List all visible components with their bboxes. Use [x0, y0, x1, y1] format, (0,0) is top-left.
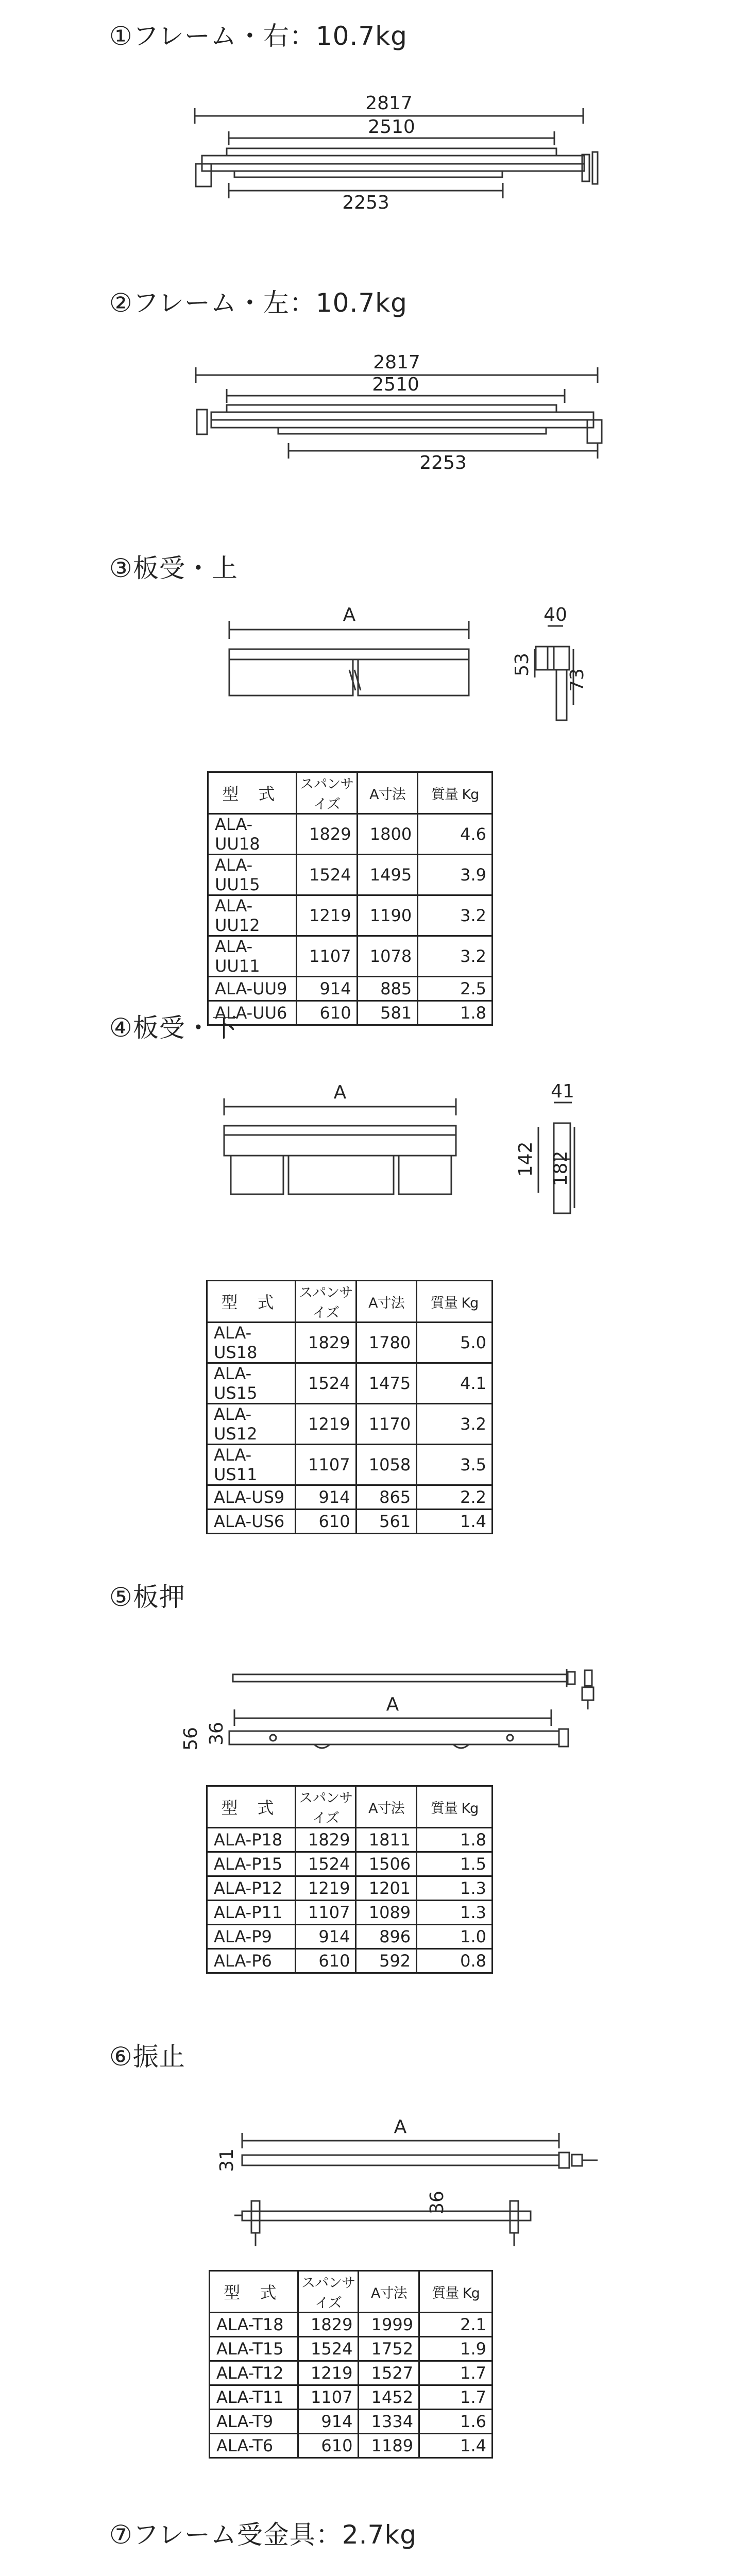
col-model: 型 式 — [207, 1281, 296, 1323]
col-model: 型 式 — [208, 772, 297, 814]
cell-a: 561 — [356, 1510, 417, 1534]
table-row — [207, 1925, 493, 1949]
table-row — [210, 2385, 493, 2410]
cell-span: 1829 — [298, 2313, 359, 2337]
cell-a: 1190 — [357, 895, 418, 936]
cell-span: 1219 — [295, 1404, 356, 1445]
cell-model: ALA-US15 — [207, 1363, 296, 1404]
cell-span: 1829 — [295, 1828, 356, 1852]
press-drawing — [229, 1669, 593, 1748]
cell-model: ALA-UU6 — [208, 1001, 297, 1025]
cell-weight: 2.1 — [419, 2313, 493, 2337]
table-row — [207, 1510, 493, 1534]
cell-a: 865 — [356, 1485, 417, 1510]
cell-weight: 1.3 — [417, 1901, 493, 1925]
cell-span: 610 — [295, 1510, 356, 1534]
cell-span: 1524 — [296, 855, 357, 895]
dim-frame-left-total: 2817 — [373, 352, 420, 373]
dim-frame-left-bottom: 2253 — [419, 452, 467, 473]
cell-model: ALA-UU18 — [208, 814, 297, 855]
cell-model: ALA-T9 — [210, 2410, 298, 2434]
table-row — [210, 2410, 493, 2434]
dim-frame-right-bottom: 2253 — [342, 192, 389, 213]
table-row — [207, 1445, 493, 1485]
heading-board-lower: ④板受・下 — [109, 1013, 238, 1043]
table-row — [208, 1001, 493, 1025]
col-a: A寸法 — [359, 2271, 419, 2313]
cell-a: 1170 — [356, 1404, 417, 1445]
col-weight: 質量 Kg — [417, 1281, 493, 1323]
col-a: A寸法 — [357, 772, 418, 814]
cell-span: 1524 — [298, 2337, 359, 2361]
col-span: スパンサイズ — [295, 1786, 356, 1828]
dim-brace-h2: 36 — [427, 2191, 448, 2214]
table-row — [210, 2434, 493, 2458]
cell-weight: 3.2 — [417, 1404, 493, 1445]
table-row — [207, 1852, 493, 1876]
cell-span: 1219 — [298, 2361, 359, 2385]
cell-model: ALA-P15 — [207, 1852, 296, 1876]
cell-a: 1189 — [359, 2434, 419, 2458]
cell-weight: 1.4 — [419, 2434, 493, 2458]
cell-model: ALA-US6 — [207, 1510, 296, 1534]
cell-weight: 5.0 — [417, 1323, 493, 1363]
cell-a: 1078 — [357, 936, 418, 977]
spec-table-us — [206, 1280, 493, 1534]
table-row — [210, 2361, 493, 2385]
cell-a: 1058 — [356, 1445, 417, 1485]
cell-weight: 3.9 — [418, 855, 493, 895]
cell-weight: 4.6 — [418, 814, 493, 855]
cell-weight: 1.3 — [417, 1876, 493, 1901]
spec-table-uu — [207, 771, 493, 1026]
col-model: 型 式 — [210, 2271, 298, 2313]
cell-a: 896 — [356, 1925, 417, 1949]
cell-span: 1524 — [295, 1852, 356, 1876]
cell-model: ALA-US11 — [207, 1445, 296, 1485]
dim-board-upper-h1: 53 — [512, 653, 533, 676]
spec-table-t — [209, 2270, 493, 2459]
cell-a: 1752 — [359, 2337, 419, 2361]
cell-span: 610 — [296, 1001, 357, 1025]
cell-a: 1527 — [359, 2361, 419, 2385]
cell-weight: 0.8 — [417, 1949, 493, 1973]
cell-weight: 1.0 — [417, 1925, 493, 1949]
cell-a: 1452 — [359, 2385, 419, 2410]
table-row — [208, 855, 493, 895]
cell-model: ALA-T15 — [210, 2337, 298, 2361]
col-weight: 質量 Kg — [417, 1786, 493, 1828]
table-row — [208, 977, 493, 1001]
cell-a: 885 — [357, 977, 418, 1001]
cell-model: ALA-T11 — [210, 2385, 298, 2410]
cell-a: 1506 — [356, 1852, 417, 1876]
cell-a: 1999 — [359, 2313, 419, 2337]
cell-a: 1334 — [359, 2410, 419, 2434]
cell-model: ALA-T12 — [210, 2361, 298, 2385]
cell-span: 914 — [295, 1925, 356, 1949]
cell-a: 1811 — [356, 1828, 417, 1852]
cell-span: 610 — [298, 2434, 359, 2458]
cell-model: ALA-P18 — [207, 1828, 296, 1852]
table-row — [207, 1949, 493, 1973]
cell-span: 1107 — [295, 1445, 356, 1485]
cell-weight: 2.2 — [417, 1485, 493, 1510]
table-row — [208, 895, 493, 936]
cell-weight: 4.1 — [417, 1363, 493, 1404]
table-row — [207, 1404, 493, 1445]
cell-span: 1219 — [295, 1876, 356, 1901]
dim-press-h1: 36 — [206, 1722, 227, 1745]
col-a: A寸法 — [356, 1786, 417, 1828]
cell-a: 1201 — [356, 1876, 417, 1901]
table-row — [208, 936, 493, 977]
dim-board-upper-w: 40 — [544, 604, 567, 625]
cell-model: ALA-US18 — [207, 1323, 296, 1363]
cell-span: 610 — [295, 1949, 356, 1973]
cell-model: ALA-US9 — [207, 1485, 296, 1510]
col-weight: 質量 Kg — [418, 772, 493, 814]
heading-board-upper: ③板受・上 — [109, 553, 238, 583]
dim-frame-left-span: 2510 — [372, 374, 419, 395]
table-row — [207, 1323, 493, 1363]
heading-frame-left: ②フレーム・左：10.7kg — [109, 288, 408, 318]
table-row — [210, 2337, 493, 2361]
cell-a: 581 — [357, 1001, 418, 1025]
dim-press-h2: 56 — [180, 1727, 201, 1751]
dim-frame-right-total: 2817 — [365, 93, 413, 114]
heading-brace: ⑥振止 — [109, 2042, 185, 2072]
table-row — [207, 1363, 493, 1404]
table-row — [207, 1485, 493, 1510]
cell-weight: 1.9 — [419, 2337, 493, 2361]
dim-frame-right-span: 2510 — [368, 116, 415, 138]
cell-span: 914 — [296, 977, 357, 1001]
cell-span: 1829 — [295, 1323, 356, 1363]
brace-drawing — [234, 2133, 598, 2246]
cell-weight: 1.8 — [417, 1828, 493, 1852]
cell-model: ALA-P11 — [207, 1901, 296, 1925]
cell-weight: 1.7 — [419, 2385, 493, 2410]
cell-weight: 3.2 — [418, 895, 493, 936]
cell-weight: 1.7 — [419, 2361, 493, 2385]
spec-table-p — [206, 1785, 493, 1974]
cell-model: ALA-P6 — [207, 1949, 296, 1973]
col-weight: 質量 Kg — [419, 2271, 493, 2313]
cell-span: 914 — [295, 1485, 356, 1510]
dim-press-a: A — [386, 1694, 399, 1715]
dim-board-upper-a: A — [343, 604, 356, 625]
cell-a: 1475 — [356, 1363, 417, 1404]
heading-frame-bracket: ⑦フレーム受金具：2.7kg — [109, 2520, 417, 2550]
heading-press: ⑤板押 — [109, 1582, 185, 1612]
heading-frame-right: ①フレーム・右：10.7kg — [109, 21, 408, 51]
dim-board-lower-w: 41 — [551, 1081, 574, 1102]
cell-weight: 1.6 — [419, 2410, 493, 2434]
dim-brace-h1: 31 — [216, 2148, 237, 2172]
cell-span: 1107 — [296, 936, 357, 977]
cell-a: 1495 — [357, 855, 418, 895]
cell-span: 1107 — [298, 2385, 359, 2410]
cell-model: ALA-P9 — [207, 1925, 296, 1949]
table-row — [208, 814, 493, 855]
cell-model: ALA-US12 — [207, 1404, 296, 1445]
table-row — [207, 1828, 493, 1852]
table-row — [210, 2313, 493, 2337]
col-span: スパンサイズ — [295, 1281, 356, 1323]
cell-model: ALA-UU12 — [208, 895, 297, 936]
cell-weight: 1.5 — [417, 1852, 493, 1876]
cell-span: 1107 — [295, 1901, 356, 1925]
table-row — [207, 1901, 493, 1925]
cell-a: 1800 — [357, 814, 418, 855]
col-span: スパンサイズ — [298, 2271, 359, 2313]
col-a: A寸法 — [356, 1281, 417, 1323]
cell-a: 592 — [356, 1949, 417, 1973]
table-row — [207, 1876, 493, 1901]
cell-a: 1089 — [356, 1901, 417, 1925]
cell-model: ALA-UU11 — [208, 936, 297, 977]
dim-brace-a: A — [394, 2116, 407, 2138]
cell-model: ALA-UU9 — [208, 977, 297, 1001]
cell-weight: 3.2 — [418, 936, 493, 977]
dim-board-lower-a: A — [333, 1082, 347, 1103]
cell-model: ALA-T6 — [210, 2434, 298, 2458]
cell-weight: 1.8 — [418, 1001, 493, 1025]
dim-board-upper-h2: 73 — [567, 668, 588, 692]
cell-span: 1524 — [295, 1363, 356, 1404]
cell-span: 1219 — [296, 895, 357, 936]
cell-weight: 3.5 — [417, 1445, 493, 1485]
cell-span: 1829 — [296, 814, 357, 855]
cell-weight: 2.5 — [418, 977, 493, 1001]
cell-model: ALA-P12 — [207, 1876, 296, 1901]
dim-board-lower-h2: 182 — [550, 1150, 571, 1187]
col-model: 型 式 — [207, 1786, 296, 1828]
col-span: スパンサイズ — [296, 772, 357, 814]
cell-a: 1780 — [356, 1323, 417, 1363]
cell-model: ALA-UU15 — [208, 855, 297, 895]
dim-board-lower-h1: 142 — [515, 1141, 536, 1177]
cell-span: 914 — [298, 2410, 359, 2434]
cell-weight: 1.4 — [417, 1510, 493, 1534]
cell-model: ALA-T18 — [210, 2313, 298, 2337]
